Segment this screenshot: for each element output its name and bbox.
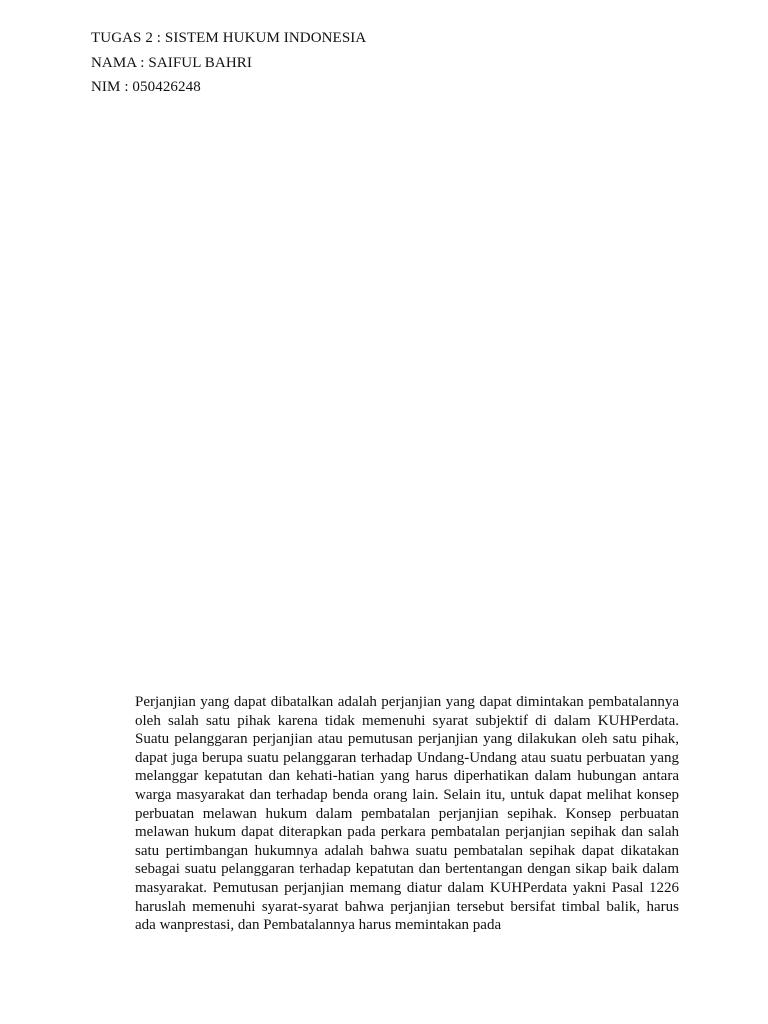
body-paragraph: Perjanjian yang dapat dibatalkan adalah perjanjian yang dapat dimintakan pembatalannya oleh salah satu pihak karena tidak memenuhi syarat subjektif di dalam KUHPerdata. Suatu pelanggaran perjanjian atau pemutusan perjanjian yang dilakukan oleh satu pihak, dapat juga berupa suatu pelanggaran terhadap Undang-Undang atau suatu perbuatan yang melanggar kepatutan dan kehati-hatian yang harus diperhatikan dalam hubungan antara warga masyarakat dan terhadap benda orang lain. Selain itu, untuk dapat melihat konsep perbuatan melawan hukum dalam pembatalan perjanjian sepihak. Konsep perbuatan melawan hukum dapat diterapkan pada perkara pembatalan perjanjian sepihak dan salah satu pertimbangan hukumnya adalah bahwa suatu pembatalan sepihak dapat dikatakan sebagai suatu pelanggaran terhadap kepatutan dan bertentangan dengan sikap baik dalam masyarakat. Pemutusan perjanjian memang diatur dalam KUHPerdata yakni Pasal 1226 haruslah memenuhi syarat-syarat bahwa perjanjian tersebut bersifat timbal balik, harus ada wanprestasi, dan Pembatalannya harus memintakan pada [135,694,679,934]
document-header [91,26,366,100]
assignment-title: TUGAS 2 : SISTEM HUKUM INDONESIA [91,30,367,46]
student-nim: NIM : 050426248 [91,79,201,95]
student-name: NAMA : SAIFUL BAHRI [91,54,252,71]
